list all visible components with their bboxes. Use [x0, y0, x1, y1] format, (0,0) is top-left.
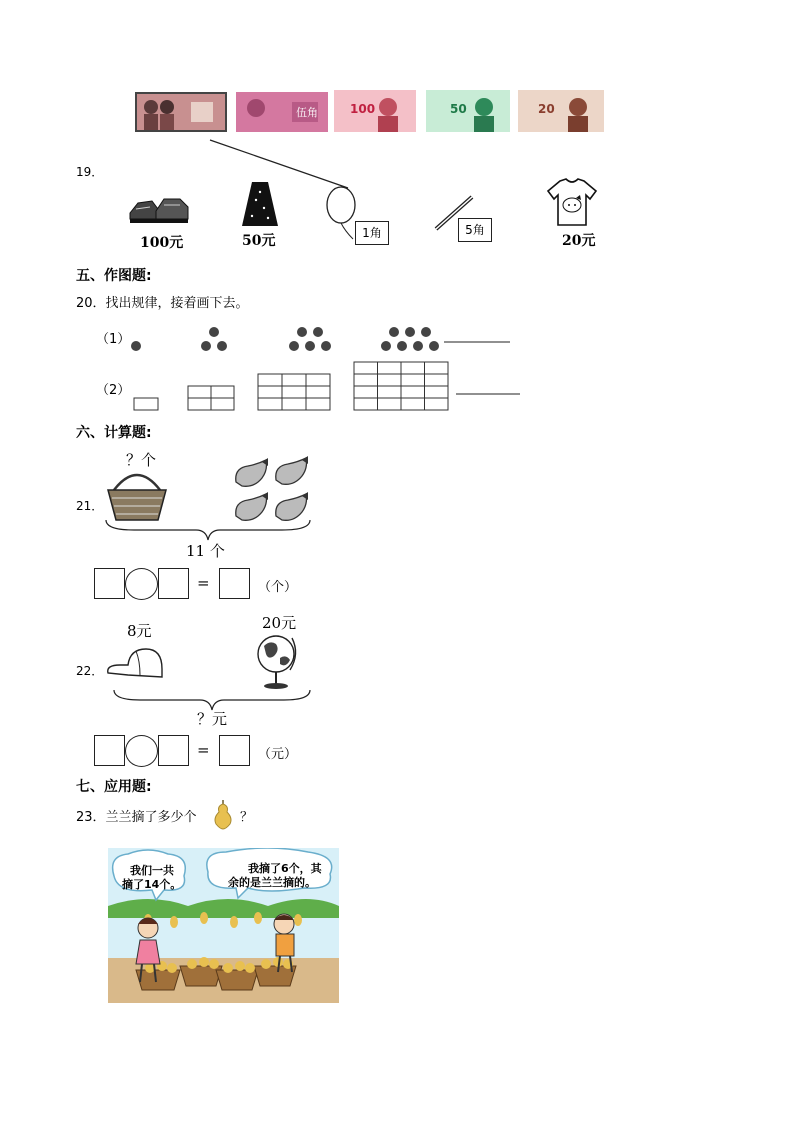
section-title: 五、作图题:	[76, 268, 152, 284]
pencil-price-tag: 5角	[458, 218, 492, 242]
cap-price: 8元	[127, 622, 152, 640]
bubble-right-line1: 我摘了6个，其	[248, 862, 322, 875]
operator-circle[interactable]	[125, 735, 158, 767]
question-text: 20．找出规律，接着画下去。	[76, 296, 249, 311]
dots-pattern	[120, 320, 580, 360]
cap-icon	[106, 647, 164, 681]
answer-box[interactable]	[94, 568, 125, 599]
match-line	[0, 0, 794, 300]
unit-label: （元）	[258, 747, 298, 762]
row-label: （2）	[96, 383, 131, 398]
tshirt-price: 20元	[562, 233, 596, 249]
question-number: 21．	[76, 499, 104, 513]
answer-box[interactable]	[219, 735, 250, 766]
skirt-icon	[240, 180, 280, 228]
unit-label: （个）	[258, 580, 298, 595]
total-label: 11 个	[186, 542, 225, 560]
operator-circle[interactable]	[125, 568, 158, 600]
globe-price: 20元	[262, 614, 297, 632]
shoes-icon	[128, 195, 190, 225]
balloon-price-tag: 1角	[355, 221, 389, 245]
pear-icon	[212, 798, 234, 830]
total-label: ？元	[197, 710, 228, 728]
banknote-50yuan-value: 50	[450, 102, 467, 116]
pear-picking-illustration	[108, 848, 339, 1003]
question-label: ？个	[126, 451, 157, 469]
skirt-price: 50元	[242, 233, 276, 249]
section-title: 七、应用题:	[76, 779, 152, 795]
section-title: 六、计算题:	[76, 425, 152, 441]
eggplants-icon	[232, 456, 312, 526]
answer-box[interactable]	[94, 735, 125, 766]
equals-sign: =	[197, 574, 210, 592]
banknote-20yuan-value: 20	[538, 102, 555, 116]
question-number: 22．	[76, 664, 104, 678]
answer-box[interactable]	[158, 568, 189, 599]
equals-sign: =	[197, 741, 210, 759]
row-label: （1）	[96, 332, 131, 347]
question-number: 19．	[76, 165, 104, 179]
question-suffix: ？	[240, 810, 254, 825]
globe-icon	[254, 630, 300, 692]
answer-box[interactable]	[158, 735, 189, 766]
basket-icon	[106, 466, 168, 524]
answer-box[interactable]	[219, 568, 250, 599]
grid-pattern	[130, 360, 550, 412]
bubble-left-line1: 我们一共	[130, 864, 174, 877]
question-text: 23．兰兰摘了多少个	[76, 810, 197, 825]
tshirt-icon	[546, 177, 598, 227]
banknote-100yuan-value: 100	[350, 102, 376, 116]
banknote-5jiao-label: 伍角	[296, 106, 318, 119]
total-brace	[104, 518, 314, 542]
shoes-price: 100元	[140, 235, 184, 251]
bubble-left-line2: 摘了14个。	[122, 878, 182, 891]
bubble-right-line2: 余的是兰兰摘的。	[228, 876, 316, 889]
